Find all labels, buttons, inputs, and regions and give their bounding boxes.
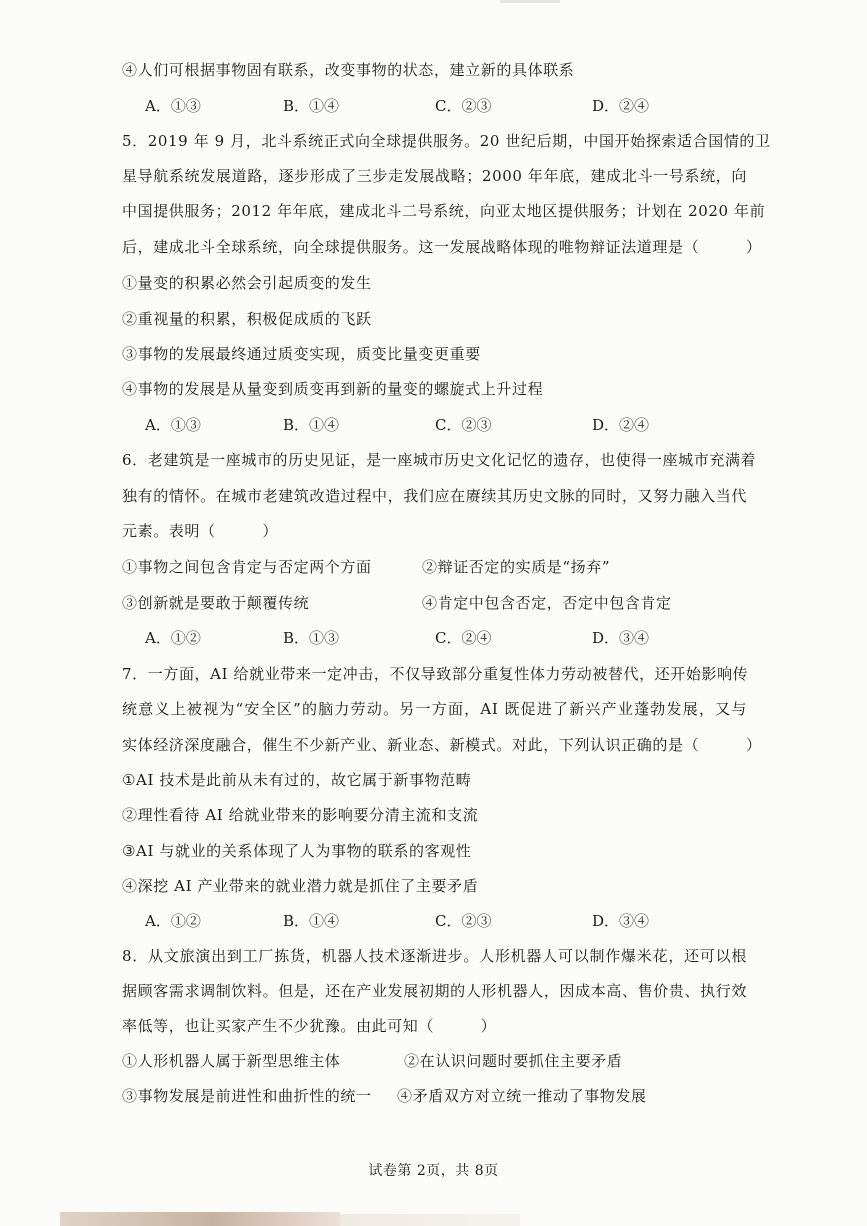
q8-statements-row-1 — [122, 1051, 762, 1071]
page-footer: 试卷第 2页，共 8页 — [368, 1163, 499, 1179]
q6-stem-line-3: 元素。表明（ ） — [122, 522, 279, 540]
q7-statement-2: ②理性看待 AI 给就业带来的影响要分清主流和支流 — [122, 806, 479, 824]
q6-statement-2: ②辩证否定的实质是“扬弃” — [422, 558, 611, 576]
q7-choice-b: B．①④ — [283, 912, 340, 930]
q6-statement-1: ①事物之间包含肯定与否定两个方面 — [122, 558, 372, 576]
q5-choice-a: A．①③ — [145, 416, 201, 434]
q6-statements-row-2 — [122, 593, 762, 613]
q7-answer-choices — [145, 911, 765, 931]
q5-statement-4: ④事物的发展是从量变到质变再到新的量变的螺旋式上升过程 — [122, 380, 544, 398]
q6-choice-c: C．②④ — [435, 629, 492, 647]
q5-stem-line-1: 5．2019 年 9 月，北斗系统正式向全球提供服务。20 世纪后期，中国开始探索适合国情的卫 — [122, 132, 771, 150]
q7-statement-1: ①AI 技术是此前从未有过的，故它属于新事物范畴 — [122, 771, 472, 789]
q5-choice-b: B．①④ — [283, 416, 340, 434]
q7-choice-c: C．②③ — [435, 912, 492, 930]
q4-answer-choices — [145, 96, 765, 116]
q5-stem-line-3: 中国提供服务；2012 年年底，建成北斗二号系统，向亚太地区提供服务；计划在 2020 年前 — [122, 202, 766, 220]
q7-statement-3: ③AI 与就业的关系体现了人为事物的联系的客观性 — [122, 842, 472, 860]
q8-stem-line-1: 8．从文旅演出到工厂拣货，机器人技术逐渐进步。人形机器人可以制作爆米花，还可以根 — [122, 947, 747, 965]
q5-stem-line-4: 后，建成北斗全球系统，向全球提供服务。这一发展战略体现的唯物辩证法道理是（ ） — [122, 238, 762, 256]
q4-choice-d: D．②④ — [592, 97, 650, 115]
q8-statement-2: ②在认识问题时要抓住主要矛盾 — [404, 1052, 623, 1070]
q4-choice-c: C．②③ — [435, 97, 492, 115]
q8-stem-line-2: 据顾客需求调制饮料。但是，还在产业发展初期的人形机器人，因成本高、售价贵、执行效 — [122, 982, 747, 1000]
q8-statement-3: ③事物发展是前进性和曲折性的统一 — [122, 1087, 372, 1105]
q8-statements-row-2 — [122, 1086, 762, 1106]
q6-statement-4: ④肯定中包含否定，否定中包含肯定 — [422, 594, 672, 612]
q5-choice-c: C．②③ — [435, 416, 492, 434]
q6-choice-d: D．③④ — [592, 629, 650, 647]
q5-choice-d: D．②④ — [592, 416, 650, 434]
q6-statement-3: ③创新就是要敢于颠覆传统 — [122, 594, 310, 612]
q6-choice-b: B．①③ — [283, 629, 340, 647]
q7-choice-d: D．③④ — [592, 912, 650, 930]
q7-stem-line-3: 实体经济深度融合，催生不少新产业、新业态、新模式。对此，下列认识正确的是（ ） — [122, 736, 762, 754]
scan-artifact-strip-light — [340, 1214, 520, 1226]
q5-statement-2: ②重视量的积累，积极促成质的飞跃 — [122, 310, 372, 328]
q5-answer-choices — [145, 415, 765, 435]
q7-stem-line-2: 统意义上被视为“安全区”的脑力劳动。另一方面，AI 既促进了新兴产业蓬勃发展，又与 — [122, 700, 747, 718]
q4-choice-b: B．①④ — [283, 97, 340, 115]
q4-option-4: ④人们可根据事物固有联系，改变事物的状态，建立新的具体联系 — [122, 61, 575, 79]
q7-choice-a: A．①② — [145, 912, 201, 930]
q6-answer-choices — [145, 628, 765, 648]
q8-statement-4: ④矛盾双方对立统一推动了事物发展 — [397, 1087, 647, 1105]
q5-stem-line-2: 星导航系统发展道路，逐步形成了三步走发展战略；2000 年年底，建成北斗一号系统，向 — [122, 167, 747, 185]
q6-stem-line-2: 独有的情怀。在城市老建筑改造过程中，我们应在赓续其历史文脉的同时，又努力融入当代 — [122, 487, 747, 505]
q4-choice-a: A．①③ — [145, 97, 201, 115]
q8-stem-line-3: 率低等，也让买家产生不少犹豫。由此可知（ ） — [122, 1017, 497, 1035]
q6-statements-row-1 — [122, 557, 762, 577]
q7-statement-4: ④深挖 AI 产业带来的就业潜力就是抓住了主要矛盾 — [122, 877, 479, 895]
scan-artifact-strip — [60, 1212, 340, 1226]
q7-stem-line-1: 7．一方面，AI 给就业带来一定冲击，不仅导致部分重复性体力劳动被替代，还开始影响传 — [122, 665, 749, 683]
q6-choice-a: A．①② — [145, 629, 201, 647]
q6-stem-line-1: 6．老建筑是一座城市的历史见证，是一座城市历史文化记忆的遗存，也使得一座城市充满着 — [122, 451, 757, 469]
q5-statement-1: ①量变的积累必然会引起质变的发生 — [122, 274, 372, 292]
q5-statement-3: ③事物的发展最终通过质变实现，质变比量变更重要 — [122, 345, 481, 363]
q8-statement-1: ①人形机器人属于新型思维主体 — [122, 1052, 341, 1070]
scan-artifact — [500, 0, 560, 3]
